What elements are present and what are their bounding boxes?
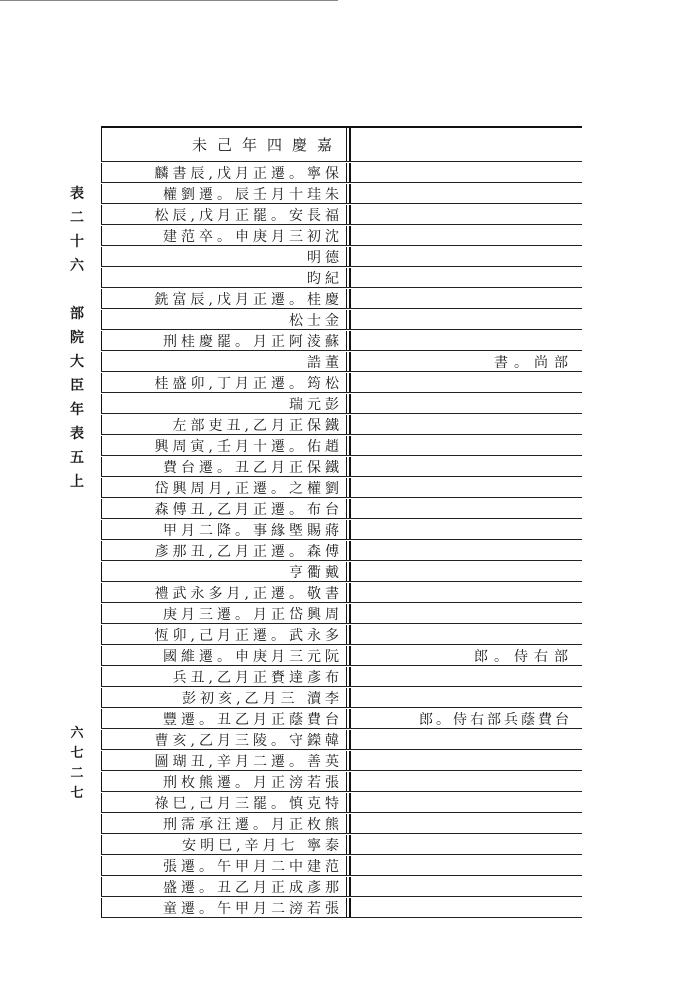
left-cell-text: 明德 <box>307 249 343 266</box>
table-row <box>101 226 582 246</box>
left-cell <box>101 226 347 245</box>
page-number-char: 七 <box>70 746 84 761</box>
left-cell <box>101 835 347 854</box>
left-cell <box>101 541 347 560</box>
table-row <box>101 373 582 393</box>
column-separator <box>349 478 351 497</box>
column-separator <box>349 163 351 182</box>
left-cell-text: 恆卯,己月正遷。武永多 <box>154 627 343 644</box>
left-cell <box>101 436 347 455</box>
side-title <box>66 183 88 495</box>
left-cell <box>101 604 347 623</box>
side-title-char: 大 <box>70 354 84 370</box>
column-separator <box>349 751 351 770</box>
left-cell <box>101 730 347 749</box>
left-cell-text: 亨衢戴 <box>289 564 343 581</box>
column-separator <box>349 310 351 329</box>
left-cell-text: 刑枚熊遷。月正滂若張 <box>163 774 343 791</box>
table-row <box>101 163 582 183</box>
table-row <box>101 499 582 519</box>
table-row <box>101 772 582 792</box>
table-row <box>101 793 582 813</box>
column-separator <box>349 730 351 749</box>
left-cell-text: 森傅丑,乙月正遷。布台 <box>154 501 343 518</box>
column-separator <box>349 856 351 875</box>
side-title-char: 年 <box>70 402 84 418</box>
register-table <box>101 126 582 919</box>
table-row <box>101 436 582 456</box>
left-cell-text: 瑞元彭 <box>289 396 343 413</box>
table-row <box>101 751 582 771</box>
left-cell <box>101 352 347 371</box>
page-number <box>66 722 88 802</box>
column-separator <box>349 604 351 623</box>
table-row <box>101 730 582 750</box>
table-row <box>101 646 582 666</box>
left-cell <box>101 856 347 875</box>
column-separator <box>349 688 351 707</box>
left-cell-text: 刑桂慶罷。月正阿淩蘇 <box>163 333 343 350</box>
left-cell <box>101 499 347 518</box>
left-cell <box>101 184 347 203</box>
header-cell <box>101 128 347 161</box>
left-cell <box>101 205 347 224</box>
table-row <box>101 604 582 624</box>
column-separator <box>349 709 351 728</box>
left-cell-text: 張遷。午甲月二中建范 <box>163 858 343 875</box>
side-title-char: 表 <box>70 186 84 202</box>
header-text: 未己年四慶嘉 <box>191 136 342 154</box>
left-cell-text: 銑富辰,戊月正遷。桂慶 <box>154 291 343 308</box>
column-separator <box>349 877 351 896</box>
column-separator <box>349 268 351 287</box>
table-row <box>101 835 582 855</box>
table-row <box>101 667 582 687</box>
column-separator <box>349 436 351 455</box>
table-row <box>101 562 582 582</box>
side-title-char: 表 <box>70 426 84 442</box>
column-separator <box>349 520 351 539</box>
left-cell-text: 左部吏丑,乙月正保鐵 <box>172 417 343 434</box>
column-separator <box>349 835 351 854</box>
side-title-char: 五 <box>70 450 84 466</box>
column-separator <box>349 499 351 518</box>
column-separator <box>349 352 351 371</box>
table-row <box>101 583 582 603</box>
left-cell-text: 豐遷。丑乙月正蔭費台 <box>163 711 343 728</box>
table-row <box>101 688 582 708</box>
left-cell <box>101 877 347 896</box>
table-row <box>101 184 582 204</box>
table-row <box>101 457 582 477</box>
left-cell-text: 誥董 <box>307 354 343 371</box>
column-separator <box>349 898 351 917</box>
left-cell <box>101 751 347 770</box>
table-row <box>101 415 582 435</box>
left-cell-text: 庚月三遷。月正岱興周 <box>163 606 343 623</box>
left-cell-text: 費台遷。丑乙月正保鐵 <box>163 459 343 476</box>
column-separator <box>349 247 351 266</box>
side-title-char: 部 <box>70 306 84 322</box>
left-cell <box>101 310 347 329</box>
table-row <box>101 709 582 729</box>
table-row <box>101 289 582 309</box>
left-cell <box>101 478 347 497</box>
header-row <box>101 128 582 162</box>
table-row <box>101 268 582 288</box>
page-number-char: 二 <box>70 766 84 781</box>
left-cell <box>101 520 347 539</box>
left-cell-text: 禮武永多月,正遷。敬書 <box>154 585 343 602</box>
left-cell <box>101 163 347 182</box>
column-separator <box>349 331 351 350</box>
right-cell-text: 書。尚部 <box>494 354 574 371</box>
column-separator <box>349 457 351 476</box>
column-separator <box>349 205 351 224</box>
table-row <box>101 877 582 897</box>
left-cell <box>101 709 347 728</box>
left-cell <box>101 583 347 602</box>
left-cell <box>101 289 347 308</box>
left-cell-text: 麟書辰,戊月正遷。寧保 <box>154 165 343 182</box>
side-title-char: 臣 <box>70 378 84 394</box>
column-separator <box>349 184 351 203</box>
column-separator <box>349 646 351 665</box>
table-row <box>101 814 582 834</box>
page-number-char: 六 <box>70 726 84 741</box>
column-separator <box>349 814 351 833</box>
table-row <box>101 541 582 561</box>
left-cell <box>101 331 347 350</box>
side-title-char: 上 <box>70 474 84 490</box>
table-row <box>101 205 582 225</box>
table-row <box>101 310 582 330</box>
left-cell-text: 興周寅,壬月十遷。佑趙 <box>154 438 343 455</box>
left-cell <box>101 562 347 581</box>
top-rule <box>0 0 338 1</box>
column-separator <box>349 625 351 644</box>
side-title-char: 六 <box>70 258 84 274</box>
column-separator <box>349 373 351 392</box>
left-cell-text: 權劉遷。辰壬月十珪朱 <box>163 186 343 203</box>
right-cell-text: 郎。侍右部 <box>474 648 574 665</box>
left-cell-text: 圖瑚丑,辛月二遷。善英 <box>154 753 343 770</box>
column-separator <box>349 128 351 161</box>
side-title-char: 二 <box>70 210 84 226</box>
left-cell <box>101 457 347 476</box>
table-row <box>101 856 582 876</box>
left-cell-text: 建范卒。申庚月三初沈 <box>163 228 343 245</box>
side-title-char <box>66 279 88 303</box>
left-cell-text: 岱興周月,正遷。之權劉 <box>154 480 343 497</box>
left-cell <box>101 772 347 791</box>
left-cell <box>101 625 347 644</box>
left-cell <box>101 688 347 707</box>
table-row <box>101 247 582 267</box>
left-cell <box>101 394 347 413</box>
left-cell-text: 桂盛卯,丁月正遷。筠松 <box>154 375 343 392</box>
left-cell <box>101 646 347 665</box>
left-cell-text: 甲月二降。事緣塈賜蔣 <box>163 522 343 539</box>
left-cell-text: 昀紀 <box>307 270 343 287</box>
table-row <box>101 331 582 351</box>
table-row <box>101 520 582 540</box>
column-separator <box>349 394 351 413</box>
left-cell-text: 松士金 <box>289 312 343 329</box>
left-cell <box>101 814 347 833</box>
left-cell-text: 兵丑,乙月正賚達彥布 <box>172 669 343 686</box>
left-cell-text: 祿巳,己月三罷。慎克特 <box>154 795 343 812</box>
right-cell-text: 郎。侍右部兵蔭費台 <box>419 711 572 728</box>
column-separator <box>349 772 351 791</box>
column-separator <box>349 415 351 434</box>
column-separator <box>349 793 351 812</box>
column-separator <box>349 289 351 308</box>
column-separator <box>349 541 351 560</box>
table-row <box>101 352 582 372</box>
left-cell-text: 曹亥,乙月三陵。守鑅韓 <box>154 732 343 749</box>
left-cell-text: 國維遷。申庚月三元阮 <box>163 648 343 665</box>
column-separator <box>349 226 351 245</box>
column-separator <box>349 667 351 686</box>
side-title-char: 院 <box>70 330 84 346</box>
column-separator <box>349 583 351 602</box>
table-row <box>101 625 582 645</box>
left-cell <box>101 373 347 392</box>
column-separator <box>349 562 351 581</box>
table-row <box>101 898 582 918</box>
left-cell <box>101 793 347 812</box>
left-cell-text: 安明巳,辛月七 寧泰 <box>182 837 343 854</box>
left-cell <box>101 898 347 917</box>
table-row <box>101 478 582 498</box>
side-title-char: 十 <box>70 234 84 250</box>
page-number-char: 七 <box>70 786 84 801</box>
left-cell-text: 盛遷。丑乙月正成彥那 <box>163 879 343 896</box>
left-cell-text: 刑霈承汪遷。月正枚熊 <box>163 816 343 833</box>
left-cell <box>101 415 347 434</box>
left-cell <box>101 667 347 686</box>
left-cell <box>101 268 347 287</box>
left-cell <box>101 247 347 266</box>
left-cell-text: 松辰,戊月正罷。安長福 <box>154 207 343 224</box>
left-cell-text: 彭初亥,乙月三 瀆李 <box>182 690 343 707</box>
left-cell-text: 彥那丑,乙月正遷。森傅 <box>154 543 343 560</box>
table-row <box>101 394 582 414</box>
left-cell-text: 童遷。午甲月二滂若張 <box>163 900 343 917</box>
